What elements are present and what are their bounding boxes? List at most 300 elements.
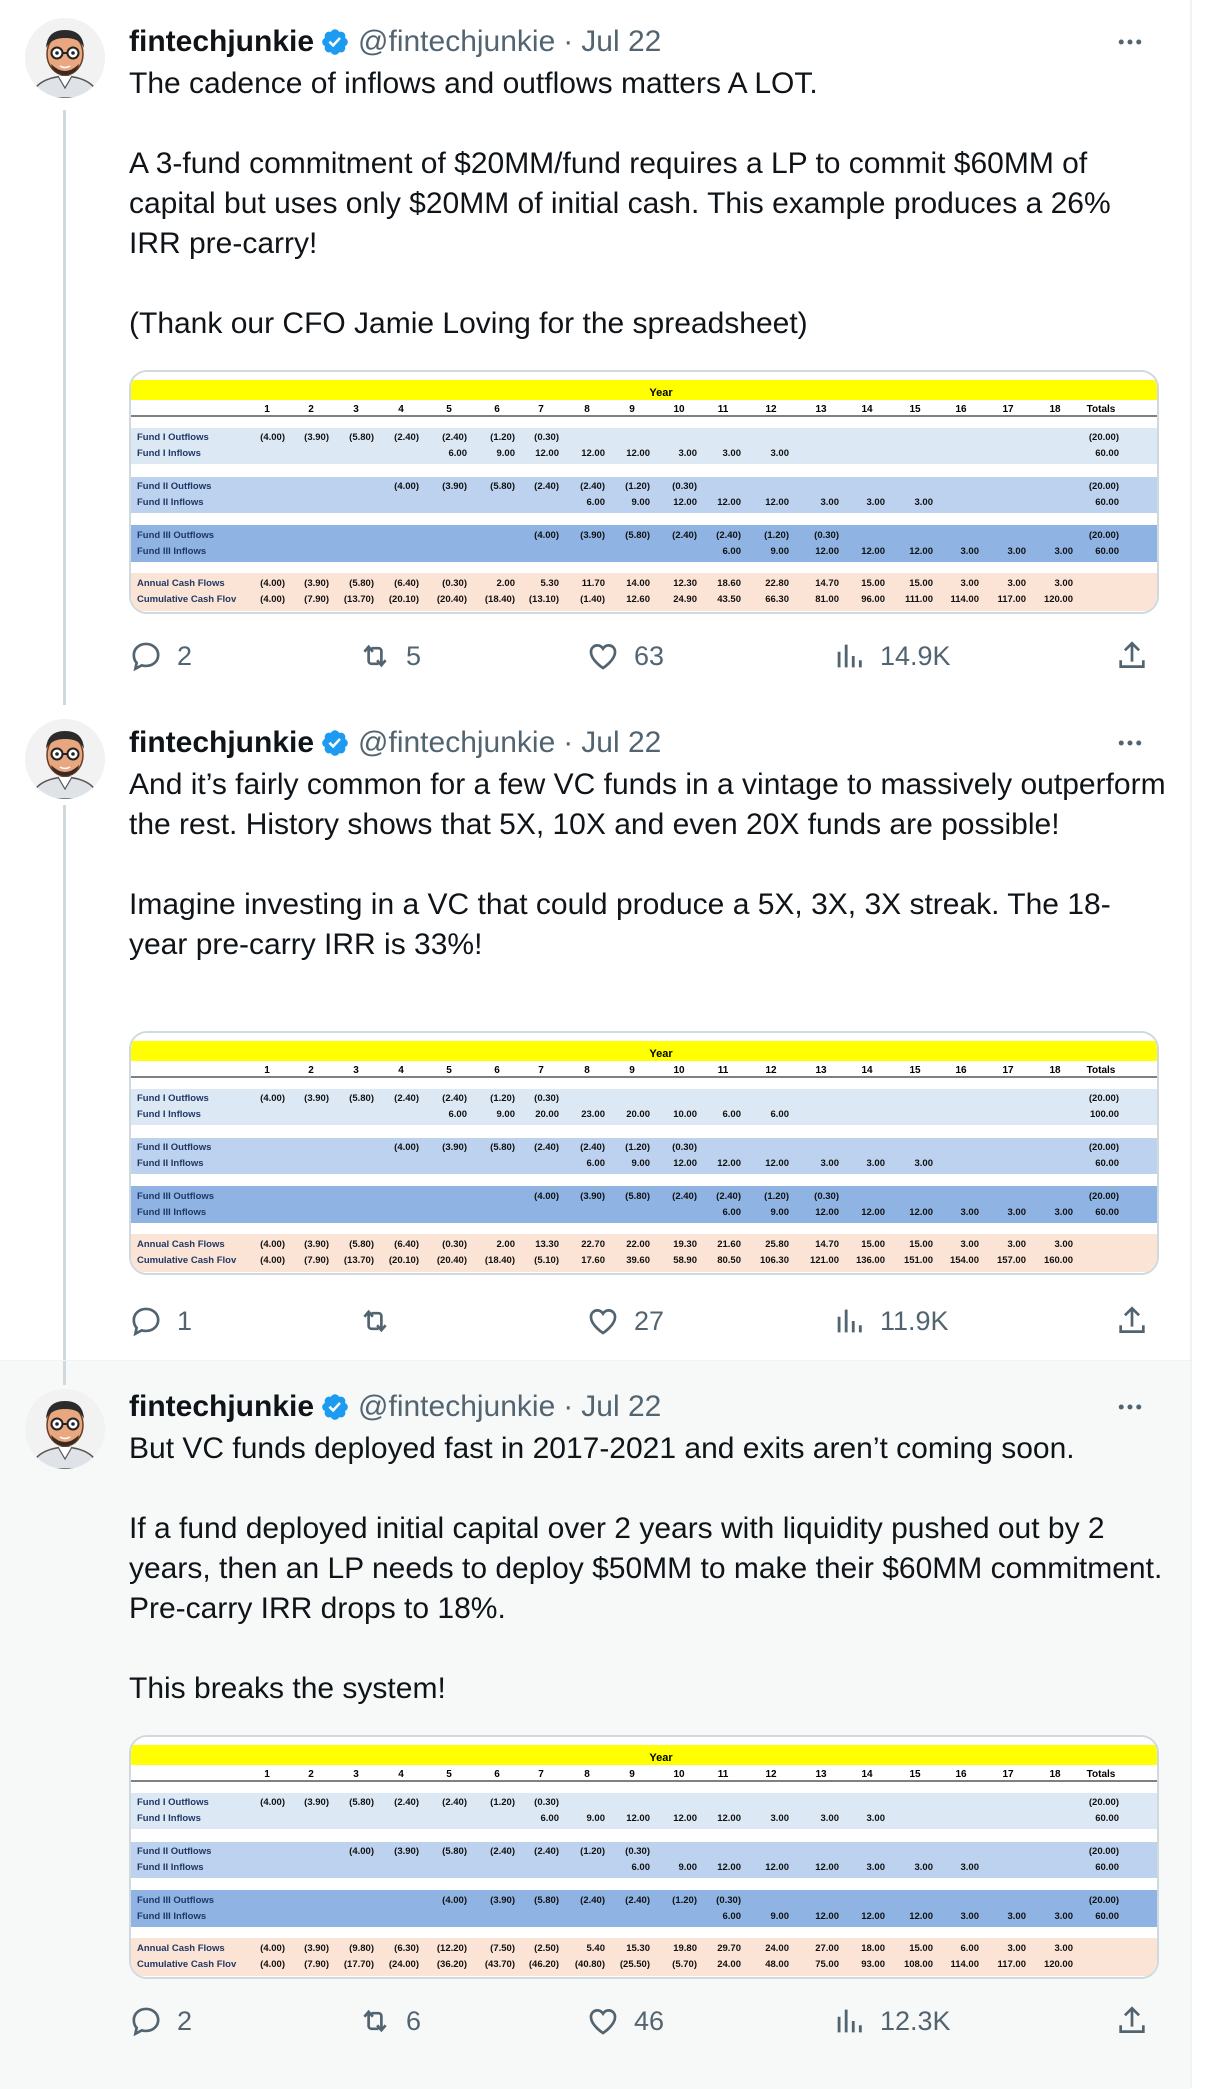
sheet-cell: 3.00 bbox=[866, 497, 885, 508]
like-button[interactable] bbox=[586, 1299, 664, 1343]
sheet-cell: 12.00 bbox=[717, 497, 741, 508]
sheet-cell: (0.30) bbox=[442, 578, 467, 589]
sheet-cell: (2.40) bbox=[580, 1142, 605, 1153]
sheet-cell: (2.40) bbox=[534, 1142, 559, 1153]
sheet-cell: 3.00 bbox=[1007, 578, 1026, 589]
sheet-cell: 58.90 bbox=[673, 1255, 697, 1266]
sheet-cell: (0.30) bbox=[672, 1142, 697, 1153]
views-count: 14.9K bbox=[880, 640, 951, 671]
sheet-cell: 6.00 bbox=[448, 1109, 467, 1120]
handle[interactable]: @fintechjunkie bbox=[358, 726, 556, 759]
sheet-column-header: 4 bbox=[398, 404, 404, 415]
sheet-row-label: Fund II Inflows bbox=[137, 1158, 204, 1169]
sheet-cell: 9.00 bbox=[631, 1158, 650, 1169]
sheet-column-header: 15 bbox=[909, 404, 921, 415]
sheet-cell: (4.00) bbox=[394, 1142, 419, 1153]
sheet-column-header: 6 bbox=[494, 404, 500, 415]
sheet-cell: (5.80) bbox=[625, 1191, 650, 1202]
sheet-cell: 114.00 bbox=[950, 594, 979, 605]
sheet-cell: 117.00 bbox=[997, 1959, 1026, 1970]
sheet-cell: (13.70) bbox=[343, 1255, 374, 1266]
sheet-cell: (5.80) bbox=[349, 1093, 374, 1104]
sheet-cell: (5.80) bbox=[349, 432, 374, 443]
sheet-cell: (7.90) bbox=[304, 1255, 329, 1266]
sheet-cell: 81.00 bbox=[815, 594, 839, 605]
sheet-cell: 3.00 bbox=[1054, 546, 1073, 557]
sheet-cell: (5.80) bbox=[625, 530, 650, 541]
sheet-cell: 19.80 bbox=[673, 1943, 697, 1954]
like-count: 63 bbox=[634, 640, 665, 671]
sheet-column-header: 7 bbox=[538, 404, 544, 415]
sheet-cell: 43.50 bbox=[717, 594, 741, 605]
sheet-row-label: Fund I Outflows bbox=[137, 432, 209, 443]
retweet-button[interactable] bbox=[358, 634, 421, 678]
sheet-cell: (18.40) bbox=[484, 594, 515, 605]
sheet-column-header: 10 bbox=[673, 1769, 685, 1780]
sheet-cell: (2.40) bbox=[625, 1895, 650, 1906]
tweet-actions bbox=[129, 634, 1155, 678]
sheet-cell: 18.60 bbox=[717, 578, 741, 589]
sheet-cell: (4.00) bbox=[534, 530, 559, 541]
sheet-cell: 3.00 bbox=[1054, 578, 1073, 589]
like-button[interactable] bbox=[586, 1999, 664, 2043]
thread-connector-line bbox=[63, 805, 66, 1360]
retweet-button[interactable] bbox=[358, 1299, 406, 1343]
display-name[interactable]: fintechjunkie bbox=[129, 726, 315, 759]
spreadsheet-image[interactable] bbox=[129, 1031, 1159, 1275]
sheet-cell: 9.00 bbox=[496, 448, 515, 459]
sheet-cell: 3.00 bbox=[914, 1862, 933, 1873]
sheet-column-header: 7 bbox=[538, 1065, 544, 1076]
sheet-cell: 60.00 bbox=[1095, 1207, 1119, 1218]
sheet-cell: 3.00 bbox=[1007, 1239, 1026, 1250]
sheet-row-label: Fund I Inflows bbox=[137, 1813, 201, 1824]
share-button[interactable] bbox=[1115, 634, 1149, 678]
sheet-cell: (1.20) bbox=[672, 1895, 697, 1906]
retweet-icon bbox=[358, 2004, 392, 2038]
tweet[interactable] bbox=[0, 695, 1190, 1360]
cash-flow-spreadsheet bbox=[131, 1033, 1157, 1273]
sheet-cell: (2.40) bbox=[534, 481, 559, 492]
sheet-cell: (3.90) bbox=[394, 1846, 419, 1857]
sheet-cell: 12.00 bbox=[673, 1813, 697, 1824]
sheet-cell: 12.00 bbox=[815, 1862, 839, 1873]
sheet-cell: 60.00 bbox=[1095, 1813, 1119, 1824]
sheet-cell: (17.70) bbox=[343, 1959, 374, 1970]
sheet-column-header: 2 bbox=[308, 1769, 314, 1780]
sheet-cell: (4.00) bbox=[260, 432, 285, 443]
sheet-cell: (3.90) bbox=[304, 578, 329, 589]
sheet-cell: 66.30 bbox=[765, 594, 789, 605]
more-options-button[interactable] bbox=[1110, 1387, 1150, 1427]
display-name[interactable]: fintechjunkie bbox=[129, 1390, 315, 1423]
sheet-cell: 15.00 bbox=[861, 578, 885, 589]
sheet-cell: 117.00 bbox=[997, 594, 1026, 605]
sheet-cell: 12.00 bbox=[861, 546, 885, 557]
tweet[interactable] bbox=[0, 0, 1190, 695]
tweet-date[interactable]: Jul 22 bbox=[581, 25, 662, 58]
sheet-cell: 6.00 bbox=[631, 1862, 650, 1873]
verified-badge-icon bbox=[320, 728, 350, 758]
handle[interactable]: @fintechjunkie bbox=[358, 1390, 556, 1423]
separator-dot: · bbox=[563, 726, 574, 759]
sheet-cell: 12.00 bbox=[717, 1158, 741, 1169]
sheet-cell: (20.00) bbox=[1088, 1142, 1119, 1153]
like-icon bbox=[586, 1304, 620, 1338]
more-options-icon bbox=[1115, 27, 1145, 57]
retweet-icon bbox=[358, 639, 392, 673]
sheet-cell: 20.00 bbox=[626, 1109, 650, 1120]
share-button[interactable] bbox=[1115, 1299, 1149, 1343]
sheet-cell: (2.40) bbox=[580, 1895, 605, 1906]
sheet-cell: 80.50 bbox=[717, 1255, 741, 1266]
sheet-cell: 114.00 bbox=[950, 1959, 979, 1970]
sheet-cell: 3.00 bbox=[866, 1862, 885, 1873]
sheet-cell: 157.00 bbox=[996, 1255, 1026, 1266]
sheet-cell: 100.00 bbox=[1089, 1109, 1119, 1120]
sheet-row-label: Fund II Inflows bbox=[137, 1862, 204, 1873]
sheet-cell: 5.30 bbox=[540, 578, 559, 589]
sheet-cell: (5.10) bbox=[534, 1255, 559, 1266]
retweet-icon bbox=[358, 1304, 392, 1338]
sheet-cell: 60.00 bbox=[1095, 1911, 1119, 1922]
thread-connector-line bbox=[63, 695, 66, 705]
tweet-header bbox=[129, 721, 1150, 765]
sheet-cell: (5.80) bbox=[442, 1846, 467, 1857]
sheet-cell: 93.00 bbox=[861, 1959, 885, 1970]
sheet-column-header: 13 bbox=[815, 1769, 827, 1780]
sheet-column-header: 12 bbox=[765, 404, 777, 415]
sheet-cell: 120.00 bbox=[1043, 594, 1073, 605]
cash-flow-spreadsheet bbox=[131, 372, 1157, 612]
sheet-cell: (7.90) bbox=[304, 1959, 329, 1970]
tweet-text: The cadence of inflows and outflows matters A LOT. A 3-fund commitment of $20MM/fund requires a LP to commit $60MM of capital but uses only $20MM of initial cash. This example produces a 26% IRR pre-carry! (Thank our CFO Jamie Loving for the spreadsheet) bbox=[129, 67, 1111, 340]
sheet-column-header: Totals bbox=[1086, 1065, 1116, 1076]
sheet-cell: 39.60 bbox=[626, 1255, 650, 1266]
sheet-cell: 12.60 bbox=[626, 594, 650, 605]
sheet-cell: (0.30) bbox=[672, 481, 697, 492]
sheet-row-label: Fund I Outflows bbox=[137, 1797, 209, 1808]
more-options-button[interactable] bbox=[1110, 22, 1150, 62]
sheet-column-header: 14 bbox=[861, 1065, 873, 1076]
sheet-cell: 9.00 bbox=[496, 1109, 515, 1120]
sheet-cell: 12.00 bbox=[535, 448, 559, 459]
sheet-cell: (1.40) bbox=[580, 594, 605, 605]
more-options-icon bbox=[1115, 1392, 1145, 1422]
sheet-cell: 21.60 bbox=[717, 1239, 741, 1250]
sheet-cell: (4.00) bbox=[260, 578, 285, 589]
sheet-cell: 3.00 bbox=[960, 578, 979, 589]
sheet-cell: 2.00 bbox=[496, 578, 515, 589]
tweet-date[interactable]: Jul 22 bbox=[581, 1390, 662, 1423]
sheet-column-header: 4 bbox=[398, 1769, 404, 1780]
retweet-count: 6 bbox=[406, 2005, 422, 2036]
sheet-column-header: 18 bbox=[1049, 404, 1061, 415]
sheet-cell: (2.40) bbox=[394, 1797, 419, 1808]
reply-count: 2 bbox=[177, 2005, 193, 2036]
sheet-cell: 108.00 bbox=[903, 1959, 933, 1970]
sheet-cell: 14.00 bbox=[626, 578, 650, 589]
sheet-cell: (3.90) bbox=[304, 432, 329, 443]
sheet-column-header: 2 bbox=[308, 404, 314, 415]
sheet-cell: (5.80) bbox=[534, 1895, 559, 1906]
sheet-cell: 15.00 bbox=[861, 1239, 885, 1250]
sheet-cell: (4.00) bbox=[260, 1239, 285, 1250]
sheet-row-label: Fund II Outflows bbox=[137, 481, 212, 492]
share-icon bbox=[1115, 1304, 1149, 1338]
sheet-cell: 60.00 bbox=[1095, 1862, 1119, 1873]
views-icon bbox=[832, 639, 866, 673]
sheet-cell: (40.80) bbox=[574, 1959, 605, 1970]
sheet-row-label: Cumulative Cash Flov bbox=[137, 1959, 237, 1970]
sheet-cell: 160.00 bbox=[1043, 1255, 1073, 1266]
sheet-cell: (20.40) bbox=[436, 594, 467, 605]
sheet-cell: 3.00 bbox=[820, 1813, 839, 1824]
sheet-column-header: 17 bbox=[1002, 404, 1014, 415]
sheet-column-header: 17 bbox=[1002, 1769, 1014, 1780]
tweet-actions bbox=[129, 1999, 1155, 2043]
share-icon bbox=[1115, 2004, 1149, 2038]
handle[interactable]: @fintechjunkie bbox=[358, 25, 556, 58]
sheet-cell: 3.00 bbox=[1054, 1911, 1073, 1922]
more-options-button[interactable] bbox=[1110, 723, 1150, 763]
sheet-cell: 3.00 bbox=[1007, 1911, 1026, 1922]
separator-dot: · bbox=[563, 1390, 574, 1423]
tweet-text: But VC funds deployed fast in 2017-2021 and exits aren’t coming soon. If a fund deployed initial capital over 2 years with liquidity pushed out by 2 years, then an LP needs to deploy $50MM to make their $60MM commitment. Pre-carry IRR drops to 18%. This breaks the system! bbox=[129, 1432, 1163, 1705]
sheet-cell: 3.00 bbox=[866, 1158, 885, 1169]
reply-icon bbox=[129, 639, 163, 673]
spreadsheet-image[interactable] bbox=[129, 1735, 1159, 1979]
share-icon bbox=[1115, 639, 1149, 673]
sheet-cell: 9.00 bbox=[770, 1911, 789, 1922]
sheet-cell: 11.70 bbox=[581, 578, 605, 589]
avatar[interactable] bbox=[25, 18, 105, 98]
sheet-cell: 3.00 bbox=[1007, 1207, 1026, 1218]
sheet-cell: 6.00 bbox=[722, 1207, 741, 1218]
sheet-row-label: Fund II Inflows bbox=[137, 497, 204, 508]
like-count: 27 bbox=[634, 1305, 665, 1336]
tweet-text: And it’s fairly common for a few VC funds in a vintage to massively outperform the rest. History shows that 5X, 10X and even 20X funds are possible! Imagine investing in a VC that could produce a 5X, 3X, 3X streak. The 18-year pre-carry IRR is 33%! bbox=[129, 768, 1166, 961]
sheet-column-header: 13 bbox=[815, 404, 827, 415]
sheet-row-label: Fund III Outflows bbox=[137, 1191, 215, 1202]
sheet-cell: 20.00 bbox=[535, 1109, 559, 1120]
sheet-cell: 60.00 bbox=[1095, 1158, 1119, 1169]
sheet-cell: (5.80) bbox=[349, 1239, 374, 1250]
sheet-cell: (0.30) bbox=[814, 1191, 839, 1202]
sheet-cell: (20.00) bbox=[1088, 1797, 1119, 1808]
sheet-cell: (18.40) bbox=[484, 1255, 515, 1266]
sheet-cell: (1.20) bbox=[580, 1846, 605, 1857]
sheet-cell: (20.40) bbox=[436, 1255, 467, 1266]
avatar[interactable] bbox=[25, 719, 105, 799]
sheet-cell: (1.20) bbox=[490, 432, 515, 443]
sheet-cell: 12.00 bbox=[861, 1911, 885, 1922]
sheet-column-header: 9 bbox=[629, 1065, 635, 1076]
sheet-cell: (24.00) bbox=[388, 1959, 419, 1970]
reply-button[interactable] bbox=[129, 1999, 192, 2043]
sheet-cell: 3.00 bbox=[770, 448, 789, 459]
sheet-column-header: 8 bbox=[584, 1065, 590, 1076]
sheet-cell: (0.30) bbox=[534, 1093, 559, 1104]
sheet-row-label: Fund III Inflows bbox=[137, 1911, 207, 1922]
sheet-cell: (25.50) bbox=[619, 1959, 650, 1970]
sheet-cell: 14.70 bbox=[815, 578, 839, 589]
sheet-cell: 12.00 bbox=[815, 546, 839, 557]
sheet-cell: 111.00 bbox=[904, 594, 933, 605]
sheet-cell: 151.00 bbox=[903, 1255, 933, 1266]
sheet-cell: (2.40) bbox=[716, 530, 741, 541]
sheet-cell: 12.00 bbox=[861, 1207, 885, 1218]
sheet-cell: (20.00) bbox=[1088, 1191, 1119, 1202]
sheet-column-header: 3 bbox=[353, 404, 359, 415]
sheet-cell: (5.80) bbox=[349, 578, 374, 589]
sheet-cell: (4.00) bbox=[260, 1797, 285, 1808]
sheet-cell: 12.00 bbox=[717, 1862, 741, 1873]
sheet-column-header: 1 bbox=[264, 1769, 270, 1780]
sheet-cell: 10.00 bbox=[673, 1109, 697, 1120]
sheet-cell: 17.60 bbox=[581, 1255, 605, 1266]
share-button[interactable] bbox=[1115, 1999, 1149, 2043]
sheet-cell: 23.00 bbox=[581, 1109, 605, 1120]
sheet-cell: 3.00 bbox=[960, 1862, 979, 1873]
like-icon bbox=[586, 2004, 620, 2038]
views-button[interactable] bbox=[832, 1999, 951, 2043]
sheet-cell: 106.30 bbox=[759, 1255, 789, 1266]
sheet-cell: 6.00 bbox=[448, 448, 467, 459]
sheet-cell: 14.70 bbox=[815, 1239, 839, 1250]
sheet-cell: (3.90) bbox=[490, 1895, 515, 1906]
sheet-cell: (4.00) bbox=[260, 1093, 285, 1104]
sheet-cell: 75.00 bbox=[815, 1959, 839, 1970]
sheet-cell: 24.90 bbox=[673, 594, 697, 605]
sheet-cell: 6.00 bbox=[586, 1158, 605, 1169]
sheet-cell: 154.00 bbox=[949, 1255, 979, 1266]
sheet-cell: (0.30) bbox=[716, 1895, 741, 1906]
display-name[interactable]: fintechjunkie bbox=[129, 25, 315, 58]
sheet-cell: 121.00 bbox=[809, 1255, 839, 1266]
sheet-cell: 9.00 bbox=[678, 1862, 697, 1873]
sheet-column-header: Totals bbox=[1086, 404, 1116, 415]
sheet-column-header: 1 bbox=[264, 404, 270, 415]
tweet-header bbox=[129, 20, 1150, 64]
sheet-column-header: 12 bbox=[765, 1065, 777, 1076]
like-count: 46 bbox=[634, 2005, 665, 2036]
more-options-icon bbox=[1115, 728, 1145, 758]
sheet-cell: (7.50) bbox=[490, 1943, 515, 1954]
sheet-cell: 15.30 bbox=[626, 1943, 650, 1954]
sheet-column-header: 16 bbox=[955, 404, 967, 415]
sheet-cell: (1.20) bbox=[625, 1142, 650, 1153]
sheet-column-header: 10 bbox=[673, 404, 685, 415]
sheet-cell: (4.00) bbox=[349, 1846, 374, 1857]
sheet-cell: (6.40) bbox=[394, 578, 419, 589]
sheet-column-header: 3 bbox=[353, 1769, 359, 1780]
sheet-column-header: 18 bbox=[1049, 1065, 1061, 1076]
sheet-row-label: Fund II Outflows bbox=[137, 1846, 212, 1857]
sheet-cell: 24.00 bbox=[765, 1943, 789, 1954]
spreadsheet-image[interactable] bbox=[129, 370, 1159, 614]
sheet-cell: (2.40) bbox=[534, 1846, 559, 1857]
sheet-cell: 22.00 bbox=[626, 1239, 650, 1250]
views-button[interactable] bbox=[832, 1299, 949, 1343]
sheet-cell: 15.00 bbox=[909, 578, 933, 589]
sheet-column-header: 3 bbox=[353, 1065, 359, 1076]
sheet-cell: 12.00 bbox=[717, 1813, 741, 1824]
sheet-cell: (4.00) bbox=[534, 1191, 559, 1202]
sheet-cell: 29.70 bbox=[717, 1943, 741, 1954]
tweet-actions bbox=[129, 1299, 1155, 1343]
sheet-cell: (12.20) bbox=[436, 1943, 467, 1954]
sheet-cell: 25.80 bbox=[765, 1239, 789, 1250]
tweet-date[interactable]: Jul 22 bbox=[581, 726, 662, 759]
sheet-year-band bbox=[131, 380, 1157, 400]
sheet-cell: (2.50) bbox=[534, 1943, 559, 1954]
sheet-cell: 3.00 bbox=[866, 1813, 885, 1824]
avatar-illustration bbox=[25, 18, 105, 98]
sheet-cell: (4.00) bbox=[394, 481, 419, 492]
reply-count: 1 bbox=[177, 1305, 193, 1336]
like-button[interactable] bbox=[586, 634, 664, 678]
sheet-cell: (3.90) bbox=[442, 481, 467, 492]
sheet-cell: 60.00 bbox=[1095, 546, 1119, 557]
avatar-illustration bbox=[25, 719, 105, 799]
sheet-cell: (20.00) bbox=[1088, 530, 1119, 541]
sheet-cell: (0.30) bbox=[814, 530, 839, 541]
views-icon bbox=[832, 1304, 866, 1338]
sheet-cell: 12.00 bbox=[626, 1813, 650, 1824]
sheet-cell: (6.40) bbox=[394, 1239, 419, 1250]
tweet-focused[interactable] bbox=[0, 1360, 1190, 2089]
sheet-cell: (4.00) bbox=[260, 594, 285, 605]
reply-button[interactable] bbox=[129, 1299, 192, 1343]
retweet-button[interactable] bbox=[358, 1999, 421, 2043]
sheet-column-header: 15 bbox=[909, 1065, 921, 1076]
sheet-cell: 3.00 bbox=[960, 1207, 979, 1218]
sheet-cell: 3.00 bbox=[960, 1239, 979, 1250]
sheet-cell: (20.00) bbox=[1088, 1846, 1119, 1857]
avatar[interactable] bbox=[25, 1389, 105, 1469]
sheet-cell: 3.00 bbox=[820, 497, 839, 508]
sheet-cell: 6.00 bbox=[770, 1109, 789, 1120]
sheet-cell: 12.30 bbox=[673, 578, 697, 589]
sheet-column-header: 16 bbox=[955, 1065, 967, 1076]
sheet-year-band bbox=[131, 1745, 1157, 1765]
reply-icon bbox=[129, 2004, 163, 2038]
sheet-cell: (1.20) bbox=[764, 530, 789, 541]
sheet-cell: 15.00 bbox=[909, 1943, 933, 1954]
sheet-cell: 12.00 bbox=[581, 448, 605, 459]
sheet-cell: 19.30 bbox=[673, 1239, 697, 1250]
sheet-cell: 27.00 bbox=[815, 1943, 839, 1954]
views-button[interactable] bbox=[832, 634, 951, 678]
sheet-cell: 15.00 bbox=[909, 1239, 933, 1250]
reply-button[interactable] bbox=[129, 634, 192, 678]
sheet-cell: (20.00) bbox=[1088, 481, 1119, 492]
sheet-cell: 12.00 bbox=[765, 1158, 789, 1169]
sheet-cell: 2.00 bbox=[496, 1239, 515, 1250]
sheet-cell: (20.10) bbox=[388, 1255, 419, 1266]
sheet-cell: 12.00 bbox=[815, 1911, 839, 1922]
sheet-cell: (4.00) bbox=[260, 1255, 285, 1266]
sheet-column-header: 9 bbox=[629, 404, 635, 415]
sheet-column-header: 11 bbox=[717, 1065, 729, 1076]
sheet-column-header: 10 bbox=[673, 1065, 685, 1076]
sheet-cell: 120.00 bbox=[1043, 1959, 1073, 1970]
verified-badge-icon bbox=[320, 27, 350, 57]
sheet-column-header: 2 bbox=[308, 1065, 314, 1076]
sheet-cell: (20.00) bbox=[1088, 1093, 1119, 1104]
sheet-row-label: Annual Cash Flows bbox=[137, 1943, 225, 1954]
